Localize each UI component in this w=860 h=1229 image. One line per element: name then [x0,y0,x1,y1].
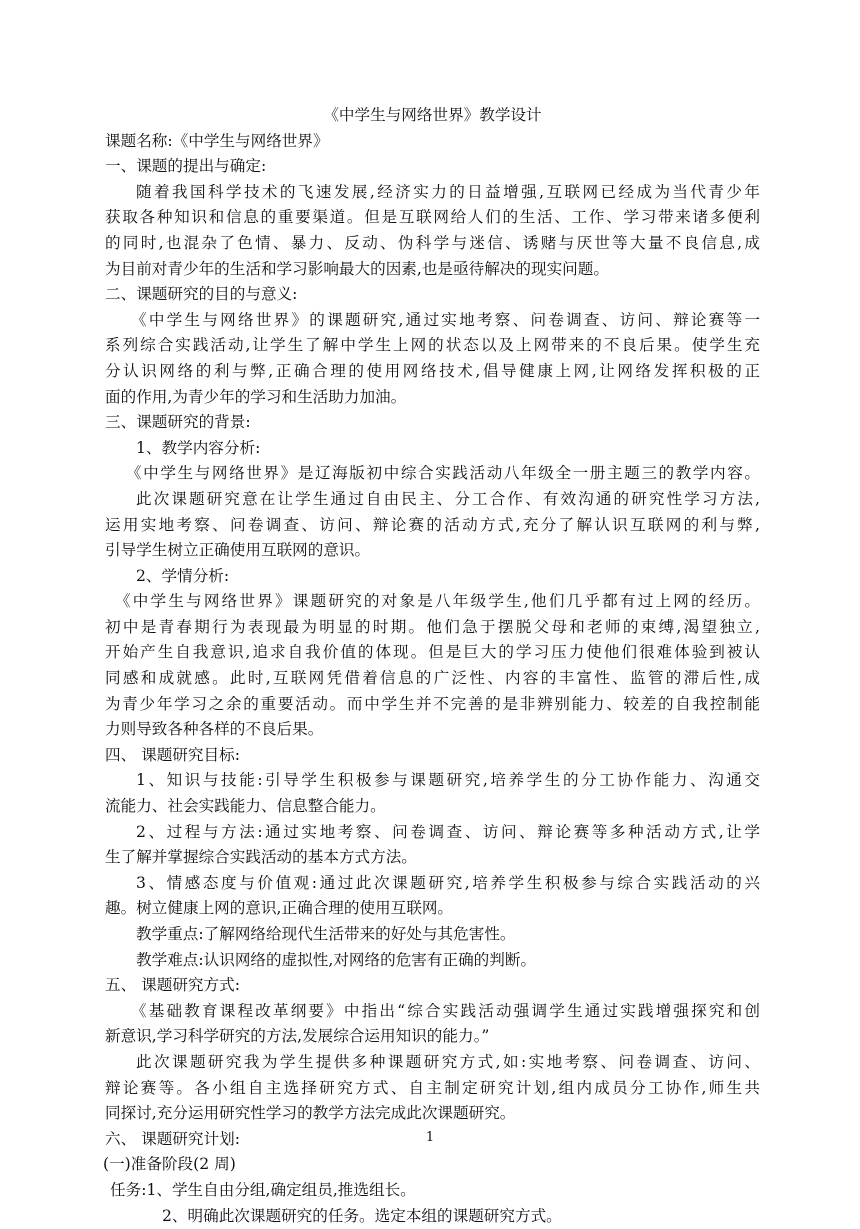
paragraph-line: 的同时,也混杂了色情、暴力、反动、伪科学与迷信、诱赌与厌世等大量不良信息,成 [105,233,760,252]
document-title: 《中学生与网络世界》教学设计 [323,106,542,124]
section-heading-3: 三、课题研究的背景: [105,413,251,432]
paragraph-line: 《中学生与网络世界》的课题研究,通过实地考察、问卷调查、访问、辩论赛等一 [131,310,760,329]
paragraph-line: 1、知识与技能:引导学生积极参与课题研究,培养学生的分工协作能力、沟通交 [136,771,760,790]
paragraph-line: 获取各种知识和信息的重要渠道。但是互联网给人们的生活、工作、学习带来诸多便利 [105,208,760,227]
paragraph-line: 分认识网络的利与弊,正确合理的使用网络技术,倡导健康上网,让网络发挥积极的正 [105,361,760,380]
task-line: 任务:1、学生自由分组,确定组员,推选组长。 [110,1180,416,1199]
paragraph-line: 为青少年学习之余的重要活动。而中学生并不完善的是非辨别能力、较差的自我控制能 [105,694,760,713]
subsection-heading: (一)准备阶段(2 周) [103,1155,236,1174]
paragraph-line: 为目前对青少年的生活和学习影响最大的因素,也是亟待解决的现实问题。 [105,259,609,278]
paragraph-line: 《中学生与网络世界》是辽海版初中综合实践活动八年级全一册主题三的教学内容。 [126,464,760,483]
paragraph-line: 此次课题研究意在让学生通过自由民主、分工合作、有效沟通的研究性学习方法, [136,489,760,508]
page-number: 1 [425,1130,435,1145]
section-heading-1: 一、课题的提出与确定: [105,157,267,176]
paragraph-line: 3、情感态度与价值观:通过此次课题研究,培养学生积极参与综合实践活动的兴 [136,873,760,892]
paragraph-line: 生了解并掌握综合实践活动的基本方式方法。 [105,848,417,867]
paragraph-line: 新意识,学习科学研究的方法,发展综合运用知识的能力。” [105,1027,490,1046]
teaching-difficulty: 教学难点:认识网络的虚拟性,对网络的危害有正确的判断。 [136,950,537,969]
section-heading-5: 五、 课题研究方式: [105,976,240,995]
task-line: 2、明确此次课题研究的任务。选定本组的课题研究方式。 [162,1206,562,1225]
subsection-heading: 2、学情分析: [136,566,230,585]
section-heading-4: 四、 课题研究目标: [105,745,240,764]
paragraph-line: 2、过程与方法:通过实地考察、问卷调查、访问、辩论赛等多种活动方式,让学 [136,822,760,841]
subsection-heading: 1、教学内容分析: [136,438,261,457]
paragraph-line: 同感和成就感。此时,互联网凭借着信息的广泛性、内容的丰富性、监管的滞后性,成 [105,669,760,688]
paragraph-line: 随着我国科学技术的飞速发展,经济实力的日益增强,互联网已经成为当代青少年 [136,182,760,201]
paragraph-line: 开始产生自我意识,追求自我价值的体现。但是巨大的学习压力使他们很难体验到被认 [105,643,760,662]
paragraph-line: 流能力、社会实践能力、信息整合能力。 [105,797,386,816]
paragraph-line: 同探讨,充分运用研究性学习的教学方法完成此次课题研究。 [105,1104,516,1123]
paragraph-line: 《基础教育课程改革纲要》中指出“综合实践活动强调学生通过实践增强探究和创 [131,1001,760,1020]
paragraph-line: 面的作用,为青少年的学习和生活助力加油。 [105,387,407,406]
teaching-focus: 教学重点:了解网络给现代生活带来的好处与其危害性。 [136,925,516,943]
paragraph-line: 辩论赛等。各小组自主选择研究方式、自主制定研究计划,组内成员分工协作,师生共 [105,1078,760,1097]
topic-name-line: 课题名称:《中学生与网络世界》 [105,131,329,150]
paragraph-line: 引导学生树立正确使用互联网的意识。 [105,541,371,560]
paragraph-line: 运用实地考察、问卷调查、访问、辩论赛的活动方式,充分了解认识互联网的利与弊, [105,515,760,534]
paragraph-line: 力则导致各种各样的不良后果。 [105,720,324,739]
paragraph-line: 初中是青春期行为表现最为明显的时期。他们急于摆脱父母和老师的束缚,渴望独立, [105,617,760,636]
paragraph-line: 系列综合实践活动,让学生了解中学生上网的状态以及上网带来的不良后果。使学生充 [105,336,760,355]
section-heading-2: 二、课题研究的目的与意义: [105,285,298,304]
section-heading-6: 六、 课题研究计划: [105,1129,240,1148]
paragraph-line: 《中学生与网络世界》课题研究的对象是八年级学生,他们几乎都有过上网的经历。 [115,592,760,611]
paragraph-line: 此次课题研究我为学生提供多种课题研究方式,如:实地考察、问卷调查、访问、 [136,1052,760,1071]
paragraph-line: 趣。树立健康上网的意识,正确合理的使用互联网。 [105,899,454,918]
document-body [105,103,760,1229]
